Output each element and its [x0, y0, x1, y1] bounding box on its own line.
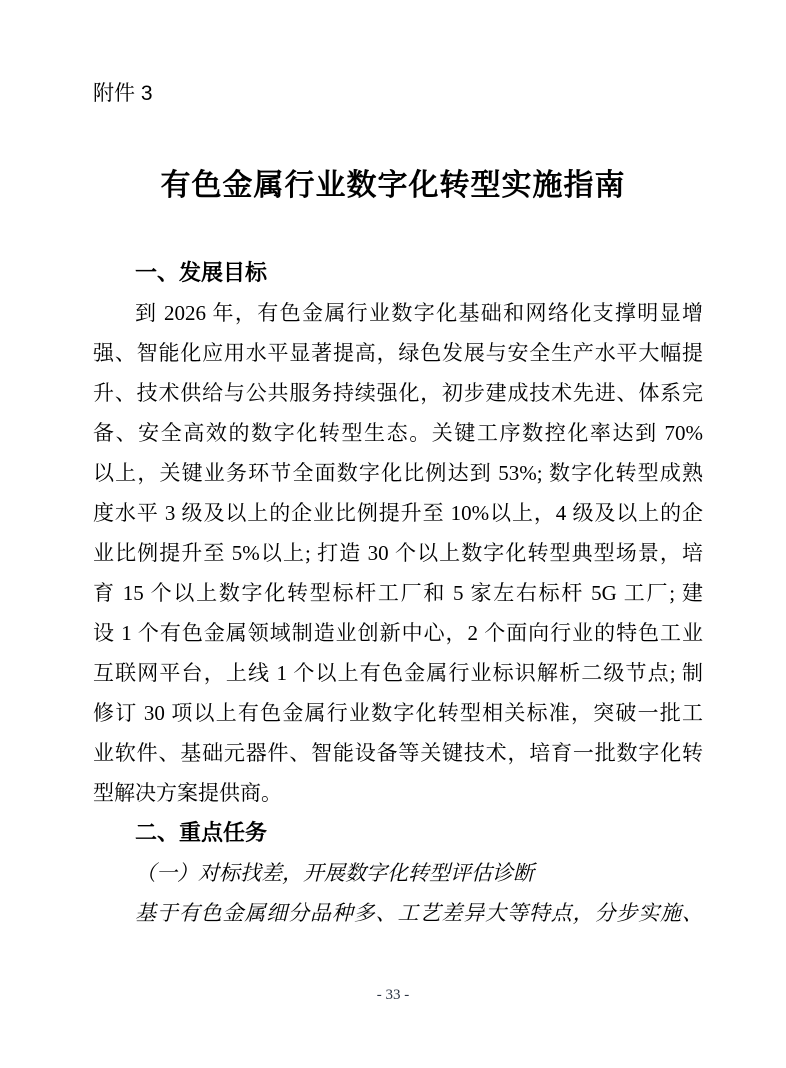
body-line: 以上，关键业务环节全面数字化比例达到 53%; 数字化转型成熟 [93, 461, 703, 485]
body-line: 升、技术供给与公共服务持续强化，初步建成技术先进、体系完 [93, 381, 703, 405]
body-line: 度水平 3 级及以上的企业比例提升至 10%以上，4 级及以上的企 [93, 501, 703, 525]
body-line: 基于有色金属细分品种多、工艺差异大等特点，分步实施、 [135, 901, 703, 925]
body-line: 互联网平台，上线 1 个以上有色金属行业标识解析二级节点; 制 [93, 661, 703, 685]
body-line: 备、安全高效的数字化转型生态。关键工序数控化率达到 70% [93, 421, 703, 445]
body-line: 到 2026 年，有色金属行业数字化基础和网络化支撑明显增 [135, 301, 703, 325]
body-line: 业比例提升至 5%以上; 打造 30 个以上数字化转型典型场景，培 [93, 541, 703, 565]
page-footer [0, 987, 786, 1004]
document-body [93, 253, 703, 933]
body-line: 育 15 个以上数字化转型标杆工厂和 5 家左右标杆 5G 工厂; 建 [93, 581, 703, 605]
body-line: 型解决方案提供商。 [93, 781, 282, 805]
document-title: 有色金属行业数字化转型实施指南 [160, 169, 626, 202]
body-line: 强、智能化应用水平显著提高，绿色发展与安全生产水平大幅提 [93, 341, 703, 365]
body-line: 设 1 个有色金属领域制造业创新中心，2 个面向行业的特色工业 [93, 621, 703, 645]
body-line: 业软件、基础元器件、智能设备等关键技术，培育一批数字化转 [93, 741, 703, 765]
section-1-heading: 一、发展目标 [135, 260, 268, 285]
section-2-heading: 二、重点任务 [135, 820, 268, 845]
subsection-1-heading: （一）对标找差，开展数字化转型评估诊断 [135, 861, 534, 885]
page-number: - 33 - [376, 987, 410, 1003]
body-line: 修订 30 项以上有色金属行业数字化转型相关标准，突破一批工 [93, 701, 703, 725]
attachment-label: 附件 3 [93, 82, 153, 105]
